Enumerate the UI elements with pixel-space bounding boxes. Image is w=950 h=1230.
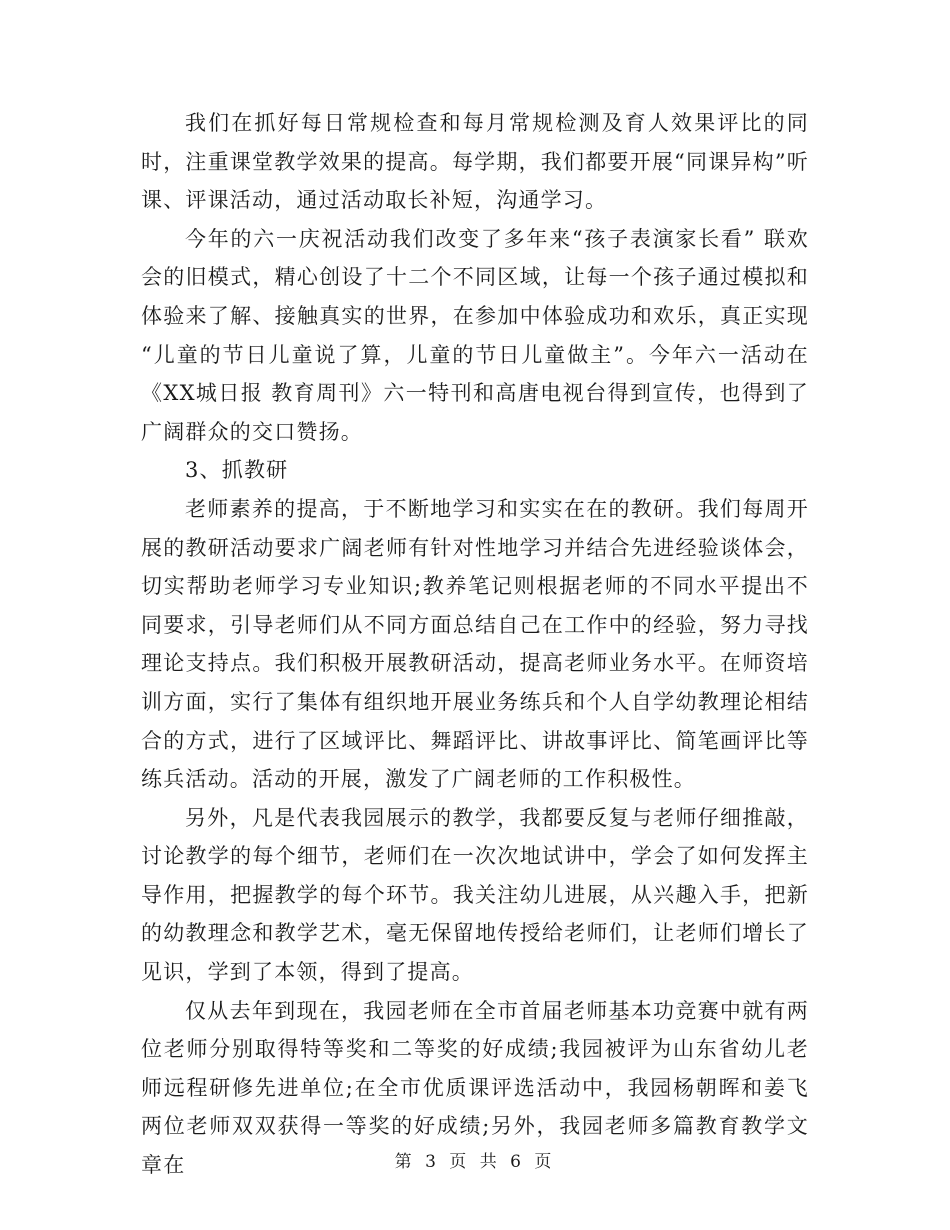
paragraph-achievements: 仅从去年到现在，我园老师在全市首届老师基本功竞赛中就有两位老师分别取得特等奖和二等奖的好成绩;我园被评为山东省幼儿老师远程研修先进单位;在全市优质课评选活动中，我园杨朝晖和姜飞两位老师双双获得一等奖的好成绩;另外，我园老师多篇教育教学文章在: [141, 998, 809, 1178]
paragraph-routine-checks: 我们在抓好每日常规检查和每月常规检测及育人效果评比的同时，注重课堂教学效果的提高。每学期，我们都要开展“同课异构”听课、评课活动，通过活动取长补短，沟通学习。: [141, 111, 809, 213]
paragraph-children-day: 今年的六一庆祝活动我们改变了多年来“孩子表演家长看” 联欢会的旧模式，精心创设了十二个不同区域，让每一个孩子通过模拟和体验来了解、接触真实的世界，在参加中体验成功和欢乐，真正实现 “儿童的节日儿童说了算，儿童的节日儿童做主”。今年六一活动在《XX城日报 教育周刊》六一特刊和高唐电视台得到宣传，也得到了广阔群众的交口赞扬。: [141, 226, 809, 444]
section-heading-teaching-research: 3、抓教研: [185, 458, 289, 483]
page-number-footer: 第 3 页 共 6 页: [394, 1152, 556, 1172]
paragraph-teacher-training: 老师素养的提高，于不断地学习和实实在在的教研。我们每周开展的教研活动要求广阔老师有针对性地学习并结合先进经验谈体会，切实帮助老师学习专业知识;教养笔记则根据老师的不同水平提出不同要求，引导老师们从不同方面总结自己在工作中的经验，努力寻找理论支持点。我们积极开展教研活动，提高老师业务水平。在师资培训方面，实行了集体有组织地开展业务练兵和个人自学幼教理论相结合的方式，进行了区域评比、舞蹈评比、讲故事评比、简笔画评比等练兵活动。活动的开展，激发了广阔老师的工作积极性。: [141, 496, 809, 792]
document-body: [141, 104, 809, 1185]
paragraph-demonstration-teaching: 另外，凡是代表我园展示的教学，我都要反复与老师仔细推敲，讨论教学的每个细节，老师们在一次次地试讲中，学会了如何发挥主导作用，把握教学的每个环节。我关注幼儿进展，从兴趣入手，把新的幼教理念和教学艺术，毫无保留地传授给老师们，让老师们增长了见识，学到了本领，得到了提高。: [141, 805, 809, 985]
